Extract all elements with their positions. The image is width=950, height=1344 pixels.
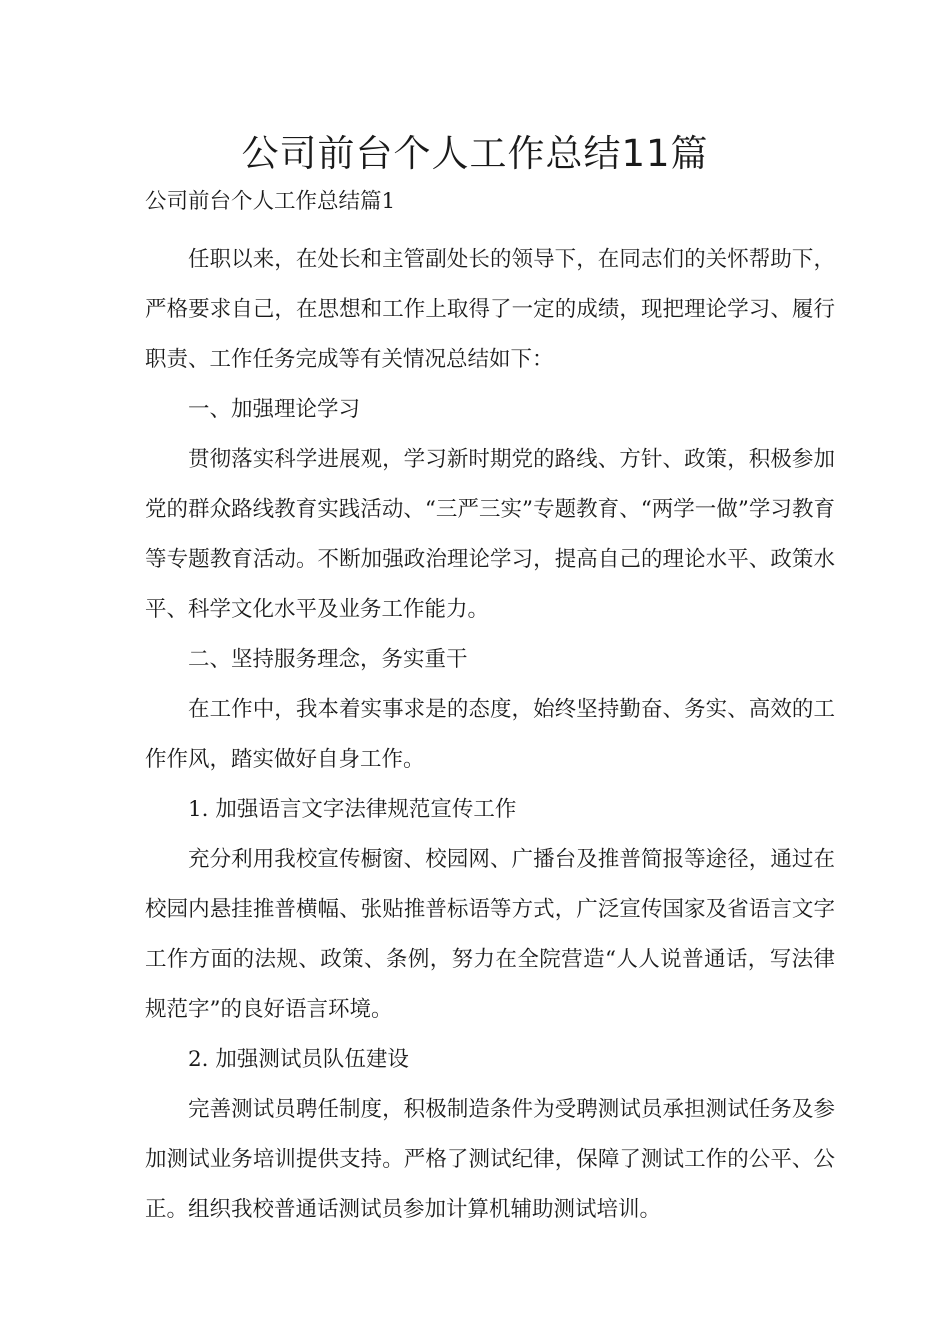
paragraph-theory-study: 贯彻落实科学进展观，学习新时期党的路线、方针、政策，积极参加党的群众路线教育实践活动、“三严三实”专题教育、“两学一做”学习教育等专题教育活动。不断加强政治理论学习，提高自己的理论水平、政策水平、科学文化水平及业务工作能力。 [145,447,835,622]
section-subtitle: 公司前台个人工作总结篇1 [145,189,396,214]
paragraph-tester-team: 完善测试员聘任制度，积极制造条件为受聘测试员承担测试任务及参加测试业务培训提供支持。严格了测试纪律，保障了测试工作的公平、公正。组织我校普通话测试员参加计算机辅助测试培训。 [145,1097,835,1222]
heading-language-law-promotion: 1. 加强语言文字法律规范宣传工作 [188,797,517,822]
paragraph-language-law-promotion: 充分利用我校宣传橱窗、校园网、广播台及推普简报等途径，通过在校园内悬挂推普横幅、张贴推普标语等方式，广泛宣传国家及省语言文字工作方面的法规、政策、条例，努力在全院营造“人人说普通话，写法律规范字”的良好语言环境。 [145,847,835,1022]
heading-service-concept: 二、坚持服务理念，务实重干 [188,647,468,672]
paragraph-intro: 任职以来，在处长和主管副处长的领导下，在同志们的关怀帮助下，严格要求自己，在思想和工作上取得了一定的成绩，现把理论学习、履行职责、工作任务完成等有关情况总结如下： [145,247,835,372]
heading-theory-study: 一、加强理论学习 [188,397,361,422]
document-title: 公司前台个人工作总结11篇 [241,132,709,175]
paragraph-service-concept: 在工作中，我本着实事求是的态度，始终坚持勤奋、务实、高效的工作作风，踏实做好自身工作。 [145,697,835,772]
document-body [145,185,835,1235]
heading-tester-team: 2. 加强测试员队伍建设 [188,1047,409,1072]
